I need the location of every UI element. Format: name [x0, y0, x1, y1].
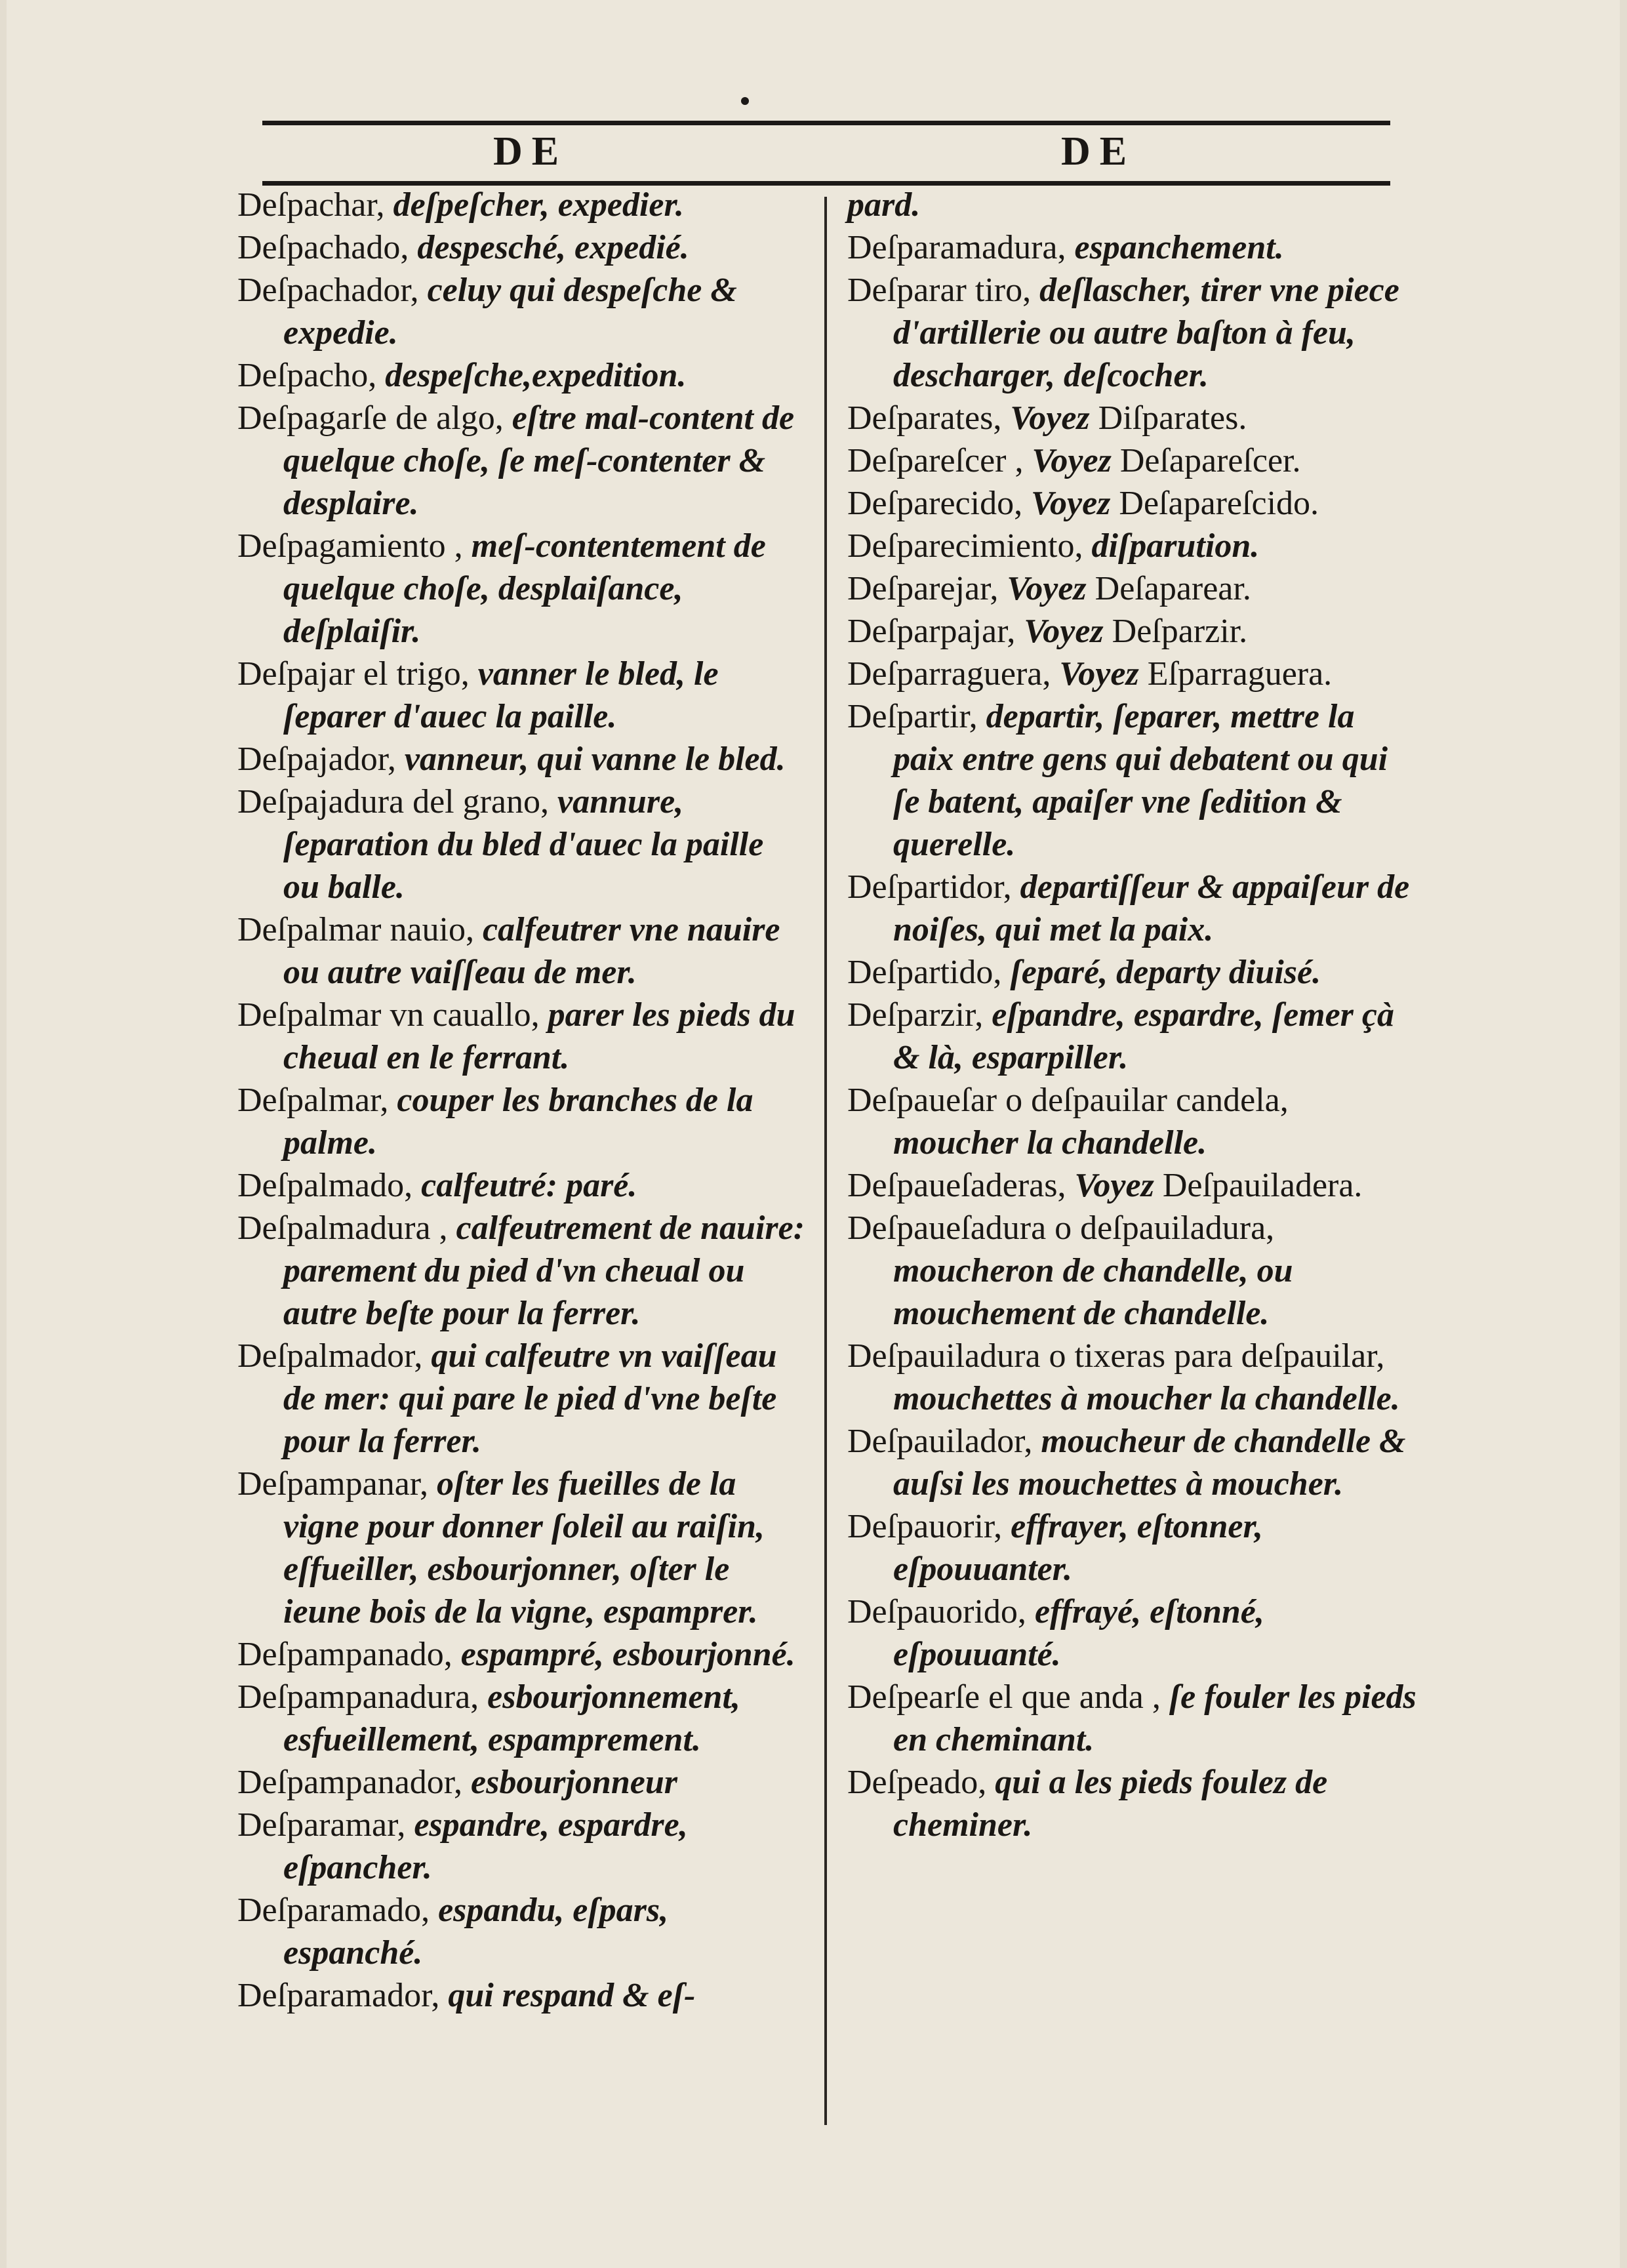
entry-definition: moucher la chandelle. — [893, 1124, 1207, 1162]
entry-headword: Deſparecimiento, — [847, 527, 1083, 565]
dictionary-entry — [847, 1505, 1418, 1590]
entry-headword: Deſpalmador, — [237, 1337, 423, 1375]
dictionary-entry — [237, 397, 808, 525]
entry-definition: calfeutrer vne nauire ou autre vaiſſeau de mer. — [283, 911, 780, 991]
entry-headword: Deſparecido, — [847, 485, 1023, 522]
dictionary-entry — [847, 439, 1418, 482]
entry-headword: Deſpauorido, — [847, 1593, 1026, 1630]
dictionary-entry — [847, 1207, 1418, 1335]
entry-headword: Deſpalmado, — [237, 1167, 413, 1204]
ink-dot — [741, 97, 749, 105]
entry-definition: couper les branches de la palme. — [283, 1082, 753, 1162]
entry-headword: Deſpareſcer , — [847, 442, 1024, 479]
entry-headword: Deſpajar el trigo, — [237, 655, 470, 693]
dictionary-entry — [237, 1335, 808, 1463]
dictionary-entry — [847, 482, 1418, 525]
dictionary-entry — [847, 184, 1418, 226]
entry-definition: Voyez — [1032, 442, 1112, 479]
dictionary-entry — [847, 866, 1418, 951]
entry-headword: Deſpaueſar o deſpauilar candela, — [847, 1082, 1289, 1119]
entry-headword: Deſpauorir, — [847, 1508, 1003, 1545]
entry-headword: Deſparamado, — [237, 1892, 430, 1929]
entry-definition: espanchement. — [1074, 229, 1284, 266]
entry-definition: eſtre mal-content de quelque choſe, ſe meſ-contenter & desplaire. — [283, 399, 795, 522]
dictionary-entry — [237, 1164, 808, 1207]
dictionary-entry — [847, 1335, 1418, 1420]
entry-definition: Voyez — [1031, 485, 1111, 522]
entry-definition: espandu, eſpars, espanché. — [283, 1892, 669, 1972]
entry-definition: diſparution. — [1091, 527, 1260, 565]
dictionary-entry — [237, 525, 808, 653]
entry-definition: despeſche,expedition. — [385, 357, 687, 394]
entry-crossref: Deſapareſcer. — [1119, 442, 1301, 479]
entry-headword: Deſparpajar, — [847, 613, 1016, 650]
dictionary-entry — [847, 653, 1418, 695]
dictionary-entry — [237, 226, 808, 269]
entry-definition: calfeutré: paré. — [421, 1167, 637, 1204]
entry-definition: Voyez — [1007, 570, 1087, 607]
entry-definition: espandre, espardre, eſpancher. — [283, 1806, 688, 1886]
entry-headword: Deſparates, — [847, 399, 1002, 437]
entry-definition: ſe fouler les pieds en cheminant. — [893, 1678, 1416, 1758]
entry-headword: Deſparejar, — [847, 570, 999, 607]
dictionary-entry — [237, 354, 808, 397]
entry-definition: effrayé, eſtonné, eſpouuanté. — [893, 1593, 1264, 1673]
running-head-right: DE — [1061, 129, 1136, 174]
entry-headword: Deſparamar, — [237, 1806, 406, 1844]
dictionary-entry — [237, 994, 808, 1079]
dictionary-entry — [847, 1590, 1418, 1676]
entry-headword: Deſpajador, — [237, 740, 396, 778]
entry-definition: qui calfeutre vn vaiſſeau de mer: qui pare le pied d'vne beſte pour la ferrer. — [283, 1337, 777, 1460]
entry-headword: Deſpampanador, — [237, 1764, 463, 1801]
entry-definition: esbourjonneur — [471, 1764, 678, 1801]
entry-headword: Deſpalmar nauio, — [237, 911, 474, 948]
dictionary-entry — [237, 1079, 808, 1164]
entry-headword: Deſpagarſe de algo, — [237, 399, 504, 437]
dictionary-entry — [237, 1761, 808, 1804]
entry-crossref: Eſparraguera. — [1147, 655, 1333, 693]
entry-definition: Voyez — [1059, 655, 1139, 693]
dictionary-entry — [847, 695, 1418, 866]
entry-crossref: Deſaparear. — [1095, 570, 1251, 607]
dictionary-entry — [847, 1676, 1418, 1761]
entry-crossref: Deſpauiladera. — [1162, 1167, 1363, 1204]
entry-headword: Deſpeado, — [847, 1764, 987, 1801]
left-column — [237, 184, 808, 2017]
column-divider — [824, 197, 827, 2125]
entry-definition: moucheur de chandelle & auſsi les mouchettes à moucher. — [893, 1423, 1406, 1503]
entry-definition: meſ-contentement de quelque choſe, desplaiſance, deſplaiſir. — [283, 527, 766, 650]
entry-headword: Deſparzir, — [847, 996, 984, 1034]
entry-crossref: Deſparzir. — [1112, 613, 1248, 650]
entry-headword: Deſpajadura del grano, — [237, 783, 550, 820]
entry-headword: Deſpartir, — [847, 698, 978, 735]
dictionary-entry — [847, 397, 1418, 439]
entry-headword: Deſpartidor, — [847, 868, 1012, 906]
entry-definition: deſlascher, tirer vne piece d'artillerie ou autre baſton à feu, descharger, deſcocher. — [893, 272, 1399, 394]
dictionary-entry — [237, 908, 808, 994]
entry-definition: oſter les fueilles de la vigne pour donner ſoleil au raiſin, eſfueiller, esbourjonner, oſter le ieune bois de la vigne, espamprer. — [283, 1465, 765, 1630]
dictionary-entry — [237, 1889, 808, 1974]
entry-definition: qui respand & eſ- — [448, 1977, 696, 2014]
entry-definition: parer les pieds du cheual en le ferrant. — [283, 996, 795, 1076]
dictionary-entry — [237, 1207, 808, 1335]
entry-definition: effrayer, eſtonner, eſpouuanter. — [893, 1508, 1263, 1588]
book-page — [7, 0, 1620, 2268]
entry-headword: Deſpauiladura o tixeras para deſpauilar, — [847, 1337, 1385, 1375]
entry-definition: deſpeſcher, expedier. — [393, 186, 684, 224]
entry-crossref: Deſapareſcido. — [1119, 485, 1319, 522]
entry-headword: Deſpagamiento , — [237, 527, 463, 565]
entry-headword: Deſpalmadura , — [237, 1209, 448, 1247]
entry-definition: departiſſeur & appaiſeur de noiſes, qui met la paix. — [893, 868, 1410, 948]
entry-headword: Deſpachador, — [237, 272, 419, 309]
dictionary-entry — [847, 567, 1418, 610]
dictionary-entry — [237, 269, 808, 354]
entry-headword: Deſparamadura, — [847, 229, 1066, 266]
dictionary-entry — [847, 269, 1418, 397]
top-rule — [262, 121, 1390, 125]
entry-definition: Voyez — [1024, 613, 1104, 650]
entry-definition: despesché, expedié. — [417, 229, 689, 266]
dictionary-entry — [237, 1463, 808, 1633]
entry-definition: vanneur, qui vanne le bled. — [404, 740, 786, 778]
dictionary-entry — [237, 1633, 808, 1676]
entry-headword: Deſpaueſaderas, — [847, 1167, 1066, 1204]
entry-headword: Deſpaueſadura o deſpauiladura, — [847, 1209, 1275, 1247]
dictionary-entry — [847, 1761, 1418, 1846]
entry-headword: Deſparraguera, — [847, 655, 1051, 693]
entry-headword: Deſpalmar vn cauallo, — [237, 996, 540, 1034]
entry-headword: Deſpartido, — [847, 954, 1002, 991]
dictionary-entry — [237, 653, 808, 738]
dictionary-entry — [847, 610, 1418, 653]
entry-definition: Voyez — [1010, 399, 1090, 437]
entry-headword: Deſpacho, — [237, 357, 377, 394]
dictionary-entry — [847, 1079, 1418, 1164]
dictionary-entry — [237, 184, 808, 226]
dictionary-entry — [237, 1676, 808, 1761]
entry-headword: Deſpampanar, — [237, 1465, 429, 1503]
entry-definition: pard. — [847, 186, 921, 224]
entry-definition: ſeparé, departy diuisé. — [1010, 954, 1321, 991]
entry-definition: mouchettes à moucher la chandelle. — [893, 1380, 1400, 1417]
entry-headword: Deſpachar, — [237, 186, 385, 224]
entry-definition: departir, ſeparer, mettre la paix entre gens qui debatent ou qui ſe batent, apaiſer vne ſedition & querelle. — [893, 698, 1388, 863]
entry-headword: Deſpampanadura, — [237, 1678, 479, 1716]
dictionary-entry — [847, 1164, 1418, 1207]
dictionary-entry — [237, 1974, 808, 2017]
entry-definition: esbourjonnement, esfueillement, espamprement. — [283, 1678, 740, 1758]
dictionary-entry — [237, 738, 808, 780]
dictionary-entry — [237, 780, 808, 908]
dictionary-entry — [847, 226, 1418, 269]
entry-definition: Voyez — [1074, 1167, 1154, 1204]
entry-crossref: Diſparates. — [1098, 399, 1247, 437]
dictionary-entry — [237, 1804, 808, 1889]
entry-headword: Deſpearſe el que anda , — [847, 1678, 1161, 1716]
right-column — [847, 184, 1418, 1846]
dictionary-entry — [847, 1420, 1418, 1505]
entry-definition: calfeutrement de nauire: parement du pied d'vn cheual ou autre beſte pour la ferrer. — [283, 1209, 805, 1332]
entry-definition: espampré, esbourjonné. — [460, 1636, 795, 1673]
entry-definition: eſpandre, espardre, ſemer çà & là, esparpiller. — [893, 996, 1394, 1076]
entry-headword: Deſparamador, — [237, 1977, 440, 2014]
entry-headword: Deſpauilador, — [847, 1423, 1033, 1460]
entry-headword: Deſparar tiro, — [847, 272, 1032, 309]
entry-definition: celuy qui despeſche & expedie. — [283, 272, 737, 352]
entry-definition: vannure, ſeparation du bled d'auec la paille ou balle. — [283, 783, 764, 906]
dictionary-entry — [847, 994, 1418, 1079]
entry-definition: moucheron de chandelle, ou mouchement de chandelle. — [893, 1252, 1293, 1332]
entry-definition: vanner le bled, le ſeparer d'auec la paille. — [283, 655, 719, 735]
dictionary-entry — [847, 525, 1418, 567]
dictionary-entry — [847, 951, 1418, 994]
entry-headword: Deſpachado, — [237, 229, 409, 266]
entry-headword: Deſpalmar, — [237, 1082, 389, 1119]
entry-definition: qui a les pieds foulez de cheminer. — [893, 1764, 1328, 1844]
running-head-left: DE — [493, 129, 569, 174]
entry-headword: Deſpampanado, — [237, 1636, 452, 1673]
